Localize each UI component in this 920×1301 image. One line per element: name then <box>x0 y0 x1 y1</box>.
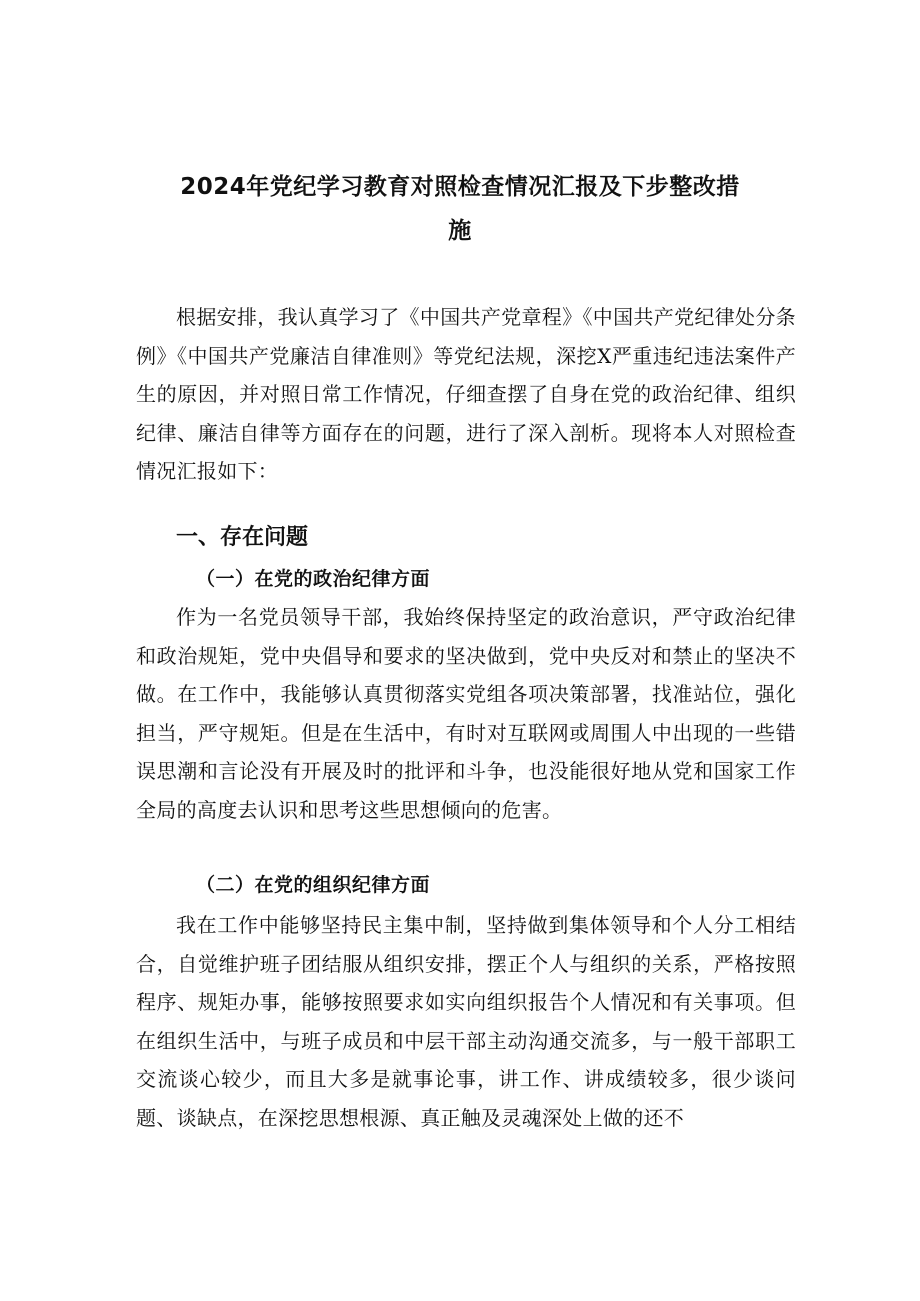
subsection-heading-political-discipline: （一）在党的政治纪律方面 <box>196 568 431 590</box>
intro-paragraph: 根据安排，我认真学习了《中国共产党章程》《中国共产党纪律处分条例》《中国共产党廉洁自律准则》等党纪法规，深挖X严重违纪违法案件产生的原因，并对照日常工作情况，仔细查摆了自身在党的政治纪律、组织纪律、廉洁自律等方面存在的问题，进行了深入剖析。现将本人对照检查情况汇报如下： <box>136 305 796 483</box>
political-discipline-paragraph: 作为一名党员领导干部，我始终保持坚定的政治意识，严守政治纪律和政治规矩，党中央倡导和要求的坚决做到，党中央反对和禁止的坚决不做。在工作中，我能够认真贯彻落实党组各项决策部署，找准站位，强化担当，严守规矩。但是在生活中，有时对互联网或周围人中出现的一些错误思潮和言论没有开展及时的批评和斗争，也没能很好地从党和国家工作全局的高度去认识和思考这些思想倾向的危害。 <box>136 605 796 822</box>
section-heading-existing-problems: 一、存在问题 <box>176 525 309 550</box>
document-title-line-1: 2024年党纪学习教育对照检查情况汇报及下步整改措 <box>180 174 740 200</box>
subsection-heading-organizational-discipline: （二）在党的组织纪律方面 <box>196 874 431 896</box>
document-title-line-2: 施 <box>448 218 472 244</box>
organizational-discipline-paragraph: 我在工作中能够坚持民主集中制，坚持做到集体领导和个人分工相结合，自觉维护班子团结服从组织安排，摆正个人与组织的关系，严格按照程序、规矩办事，能够按照要求如实向组织报告个人情况和有关事项。但在组织生活中，与班子成员和中层干部主动沟通交流多，与一般干部职工交流谈心较少，而且大多是就事论事，讲工作、讲成绩较多，很少谈问题、谈缺点，在深挖思想根源、真正触及灵魂深处上做的还不 <box>136 913 796 1130</box>
